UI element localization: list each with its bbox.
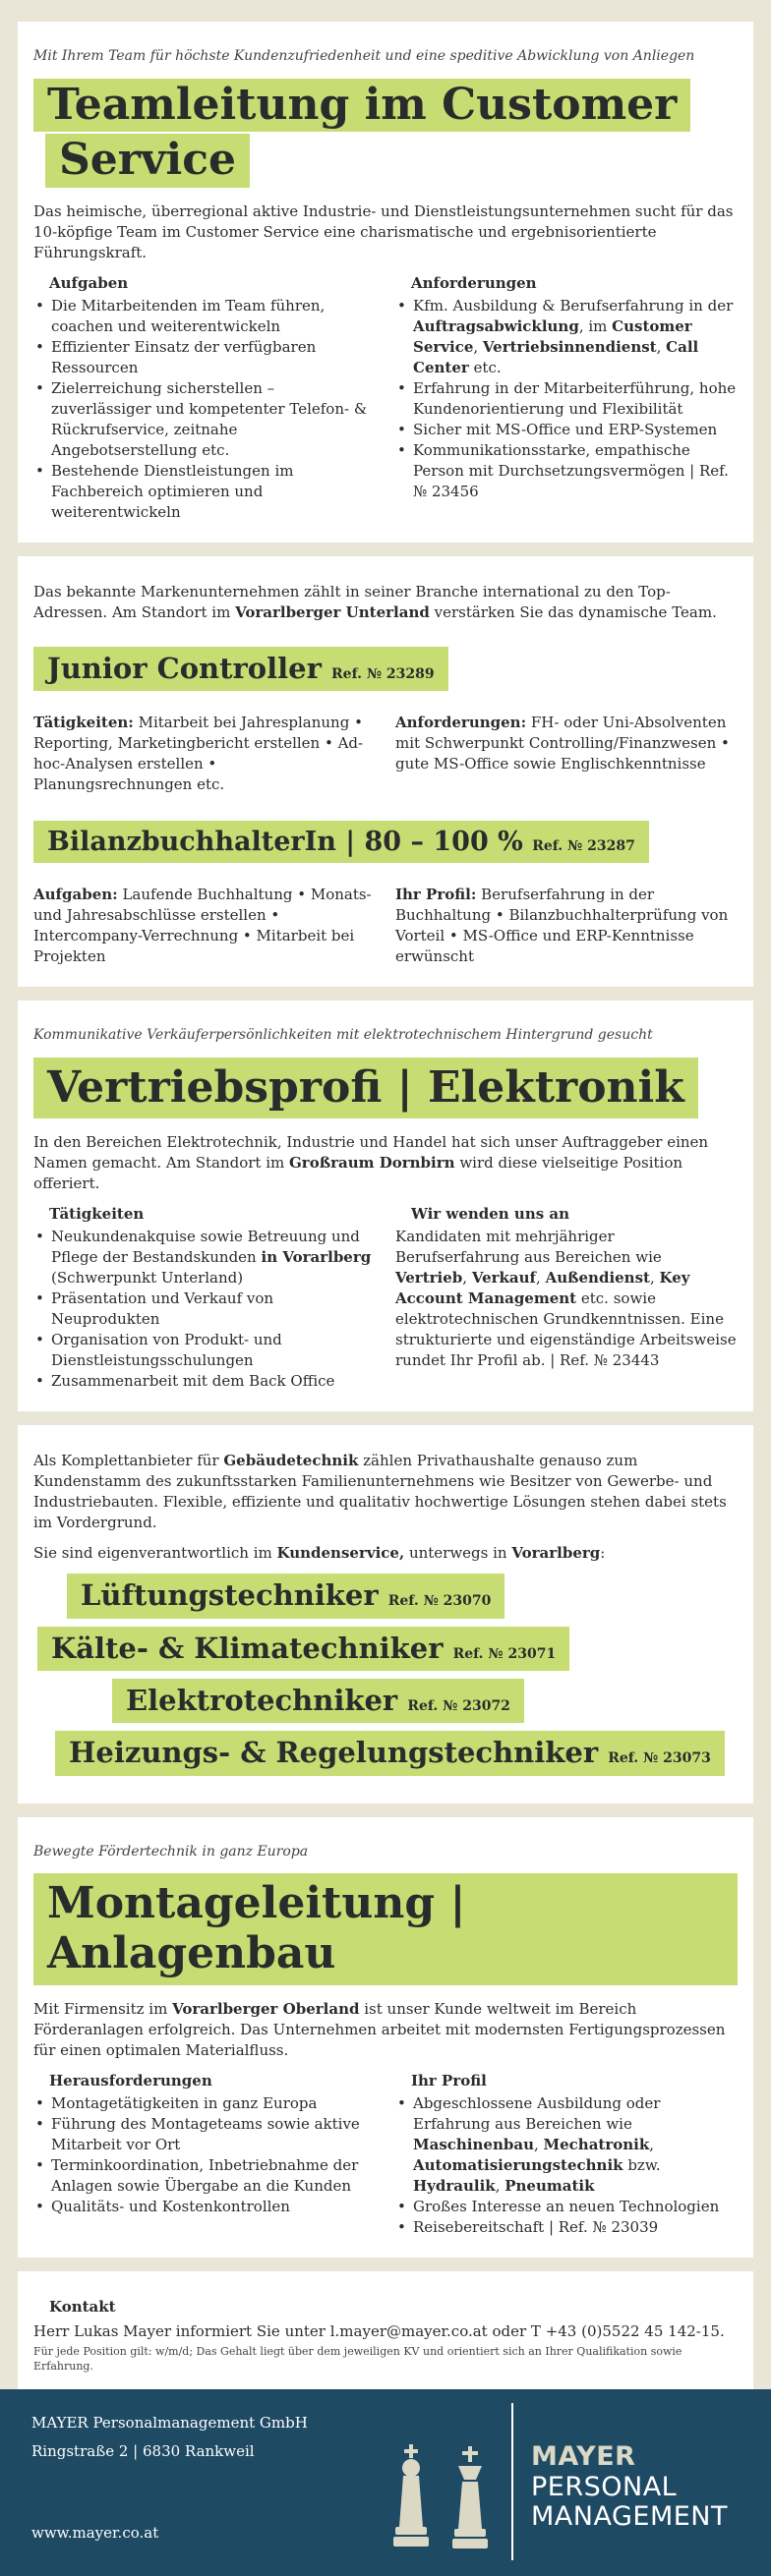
tasks-heading: Herausforderungen bbox=[49, 2071, 212, 2089]
job-title: Montageleitung | Anlagenbau bbox=[33, 1873, 738, 1984]
columns bbox=[33, 713, 738, 795]
junior-controller-title: Junior Controller Ref. № 23289 bbox=[33, 647, 448, 691]
requirements-column bbox=[395, 2071, 738, 2238]
tasks-column bbox=[33, 273, 376, 523]
tasks-text: Aufgaben: Laufende Buchhaltung • Monats- und Jahresabschlüsse erstellen • Intercompany-Verrechnung • Mitarbeit bei Projekten bbox=[33, 886, 372, 966]
list-item: • Erfahrung in der Mitarbeiterführung, hohe Kundenorientierung und Flexibilität bbox=[395, 378, 738, 420]
contact-line: Herr Lukas Mayer informiert Sie unter l.mayer@mayer.co.at oder T +43 (0)5522 45 142-15. bbox=[33, 2321, 725, 2340]
company-name: MAYER Personalmanagement GmbH bbox=[31, 2414, 308, 2433]
position-title: Kälte- & Klimatechniker Ref. № 23071 bbox=[37, 1627, 569, 1671]
contact-section bbox=[18, 2271, 753, 2390]
list-item: • Qualitäts- und Kostenkontrollen bbox=[33, 2197, 376, 2217]
intro-text: Das bekannte Markenunternehmen zählt in seiner Branche international zu den Top-Adressen. Am Standort im Vorarlberger Unterland verstärken Sie das dynamische Team. bbox=[33, 582, 717, 621]
tagline: Bewegte Fördertechnik in ganz Europa bbox=[33, 1843, 309, 1860]
columns bbox=[33, 273, 738, 523]
intro-text: Das heimische, überregional aktive Industrie- und Dienstleistungsunternehmen sucht für das 10-köpfige Team im Customer Service eine charismatische und ergebnisorientierte Führungskraft. bbox=[33, 201, 734, 261]
intro-text: Mit Firmensitz im Vorarlberger Oberland ist unser Kunde weltweit im Bereich Förderanlagen erfolgreich. Das Unternehmen arbeitet mit modernsten Fertigungsprozessen für einen optimalen Materialfluss. bbox=[33, 1999, 726, 2059]
tagline: Mit Ihrem Team für höchste Kundenzufriedenheit und eine speditive Abwicklung von Anliegen bbox=[33, 48, 695, 64]
brand-logo: MAYER PERSONAL MANAGEMENT bbox=[531, 2441, 728, 2532]
page bbox=[0, 22, 771, 2389]
requirements-list bbox=[395, 2093, 738, 2238]
list-item: • Präsentation und Verkauf von Neuprodukten bbox=[33, 1288, 376, 1330]
list-item: • Großes Interesse an neuen Technologien bbox=[395, 2197, 738, 2217]
location-text: Sie sind eigenverantwortlich im Kundenservice, unterwegs in Vorarlberg: bbox=[33, 1544, 606, 1563]
list-item: • Neukundenakquise sowie Betreuung und Pflege der Bestandskunden in Vorarlberg (Schwerpunkt Unterland) bbox=[33, 1227, 376, 1288]
requirements-heading: Ihr Profil bbox=[411, 2071, 487, 2089]
footer-divider bbox=[511, 2403, 513, 2560]
job-montageleitung bbox=[18, 1817, 753, 2271]
intro-text: Als Komplettanbieter für Gebäudetechnik zählen Privathaushalte genauso zum Kundenstamm des zukunftsstarken Familienunternehmens wie Besitzer von Gewerbe- und Industriebauten. Flexible, effiziente und qualitativ hochwertige Lösungen stehen dabei stets im Vordergrund. bbox=[33, 1452, 727, 1532]
requirements-text: Kandidaten mit mehrjähriger Berufserfahrung aus Bereichen wie Vertrieb, Verkauf, Außendienst, Key Account Management etc. sowie elektrotechnischen Grundkenntnissen. Eine strukturierte und eigenständige Arbeitsweise rundet Ihr Profil ab. | Ref. № 23443 bbox=[395, 1228, 737, 1370]
job-gebaeudetechnik bbox=[18, 1425, 753, 1816]
job-title-line2: Service bbox=[45, 134, 250, 188]
website-link[interactable]: www.mayer.co.at bbox=[31, 2524, 159, 2543]
list-item: • Führung des Montageteams sowie aktive Mitarbeit vor Ort bbox=[33, 2114, 376, 2155]
list-item: • Zielerreichung sicherstellen – zuverlässiger und kompetenter Telefon- & Rückrufservice, zeitnahe Angebotserstellung etc. bbox=[33, 378, 376, 461]
job-vertriebsprofi bbox=[18, 1001, 753, 1425]
ref-number: Ref. № 23072 bbox=[407, 1698, 510, 1715]
tasks-heading: Aufgaben bbox=[49, 273, 129, 292]
bilanzbuchhalter-title: BilanzbuchhalterIn | 80 – 100 % Ref. № 23287 bbox=[33, 821, 649, 863]
ref-number: Ref. № 23071 bbox=[452, 1645, 557, 1662]
job-controller-bilanz bbox=[18, 556, 753, 1001]
requirements-heading: Wir wenden uns an bbox=[411, 1205, 570, 1224]
list-item: • Reisebereitschaft | Ref. № 23039 bbox=[395, 2217, 738, 2238]
tagline: Kommunikative Verkäuferpersönlichkeiten mit elektrotechnischem Hintergrund gesucht bbox=[33, 1027, 653, 1044]
position-title: Heizungs- & Regelungstechniker Ref. № 23073 bbox=[55, 1731, 725, 1775]
list-item: • Effizienter Einsatz der verfügbaren Ressourcen bbox=[33, 337, 376, 378]
job-title: Teamleitung im Customer bbox=[33, 79, 690, 133]
requirements-column bbox=[395, 1204, 738, 1392]
tasks-list bbox=[33, 296, 376, 523]
list-item: • Abgeschlossene Ausbildung oder Erfahrung aus Bereichen wie Maschinenbau, Mechatronik, Automatisierungstechnik bzw. Hydraulik, Pneumatik bbox=[395, 2093, 738, 2197]
footer bbox=[0, 2389, 771, 2576]
tasks-heading: Tätigkeiten bbox=[49, 1205, 145, 1224]
columns bbox=[33, 885, 738, 967]
job-teamleitung bbox=[18, 22, 753, 556]
list-item: • Die Mitarbeitenden im Team führen, coachen und weiterentwickeln bbox=[33, 296, 376, 337]
contact-heading: Kontakt bbox=[49, 2297, 116, 2316]
job-title: Vertriebsprofi | Elektronik bbox=[33, 1058, 698, 1119]
list-item: • Kfm. Ausbildung & Berufserfahrung in der Auftragsabwicklung, im Customer Service, Vertriebsinnendienst, Call Center etc. bbox=[395, 296, 738, 378]
ref-number: Ref. № 23287 bbox=[532, 838, 635, 855]
tasks-text: Tätigkeiten: Mitarbeit bei Jahresplanung • Reporting, Marketingbericht erstellen • Ad-hoc-Analysen erstellen • Planungsrechnungen etc. bbox=[33, 714, 364, 794]
list-item: • Terminkoordination, Inbetriebnahme der Anlagen sowie Übergabe an die Kunden bbox=[33, 2155, 376, 2197]
intro-text: In den Bereichen Elektrotechnik, Industrie und Handel hat sich unser Auftraggeber einen Namen gemacht. Am Standort im Großraum Dornbirn wird diese vielseitige Position offeriert. bbox=[33, 1133, 709, 1193]
address-line: Ringstraße 2 | 6830 Rankweil bbox=[31, 2441, 255, 2460]
list-item: • Montagetätigkeiten in ganz Europa bbox=[33, 2093, 376, 2114]
list-item: • Bestehende Dienstleistungen im Fachbereich optimieren und weiterentwickeln bbox=[33, 461, 376, 523]
list-item: • Kommunikationsstarke, empathische Person mit Durchsetzungsvermögen | Ref. № 23456 bbox=[395, 440, 738, 502]
tasks-list bbox=[33, 2093, 376, 2217]
requirements-column bbox=[395, 273, 738, 523]
position-title: Elektrotechniker Ref. № 23072 bbox=[112, 1679, 524, 1723]
position-title: Lüftungstechniker Ref. № 23070 bbox=[67, 1574, 504, 1618]
tasks-column bbox=[33, 1204, 376, 1392]
chess-pieces-icon bbox=[391, 2438, 500, 2556]
ref-number: Ref. № 23073 bbox=[608, 1750, 711, 1767]
tasks-list bbox=[33, 1227, 376, 1392]
columns bbox=[33, 2071, 738, 2238]
requirements-text: Ihr Profil: Berufserfahrung in der Buchhaltung • Bilanzbuchhalterprüfung von Vorteil • MS-Office und ERP-Kenntnisse erwünscht bbox=[395, 886, 729, 966]
contact-note: Für jede Position gilt: w/m/d; Das Gehalt liegt über dem jeweiligen KV und orientiert sich an Ihrer Qualifikation sowie Erfahrung. bbox=[33, 2344, 682, 2373]
requirements-heading: Anforderungen bbox=[411, 273, 537, 292]
requirements-text: Anforderungen: FH- oder Uni-Absolventen mit Schwerpunkt Controlling/Finanzwesen • gute MS-Office sowie Englischkenntnisse bbox=[395, 714, 730, 773]
ref-number: Ref. № 23070 bbox=[387, 1593, 492, 1610]
list-item: • Zusammenarbeit mit dem Back Office bbox=[33, 1371, 376, 1392]
tasks-column bbox=[33, 2071, 376, 2238]
list-item: • Organisation von Produkt- und Dienstleistungsschulungen bbox=[33, 1330, 376, 1371]
ref-number: Ref. № 23289 bbox=[331, 665, 435, 682]
requirements-list bbox=[395, 296, 738, 502]
list-item: • Sicher mit MS-Office und ERP-Systemen bbox=[395, 420, 738, 440]
columns bbox=[33, 1204, 738, 1392]
